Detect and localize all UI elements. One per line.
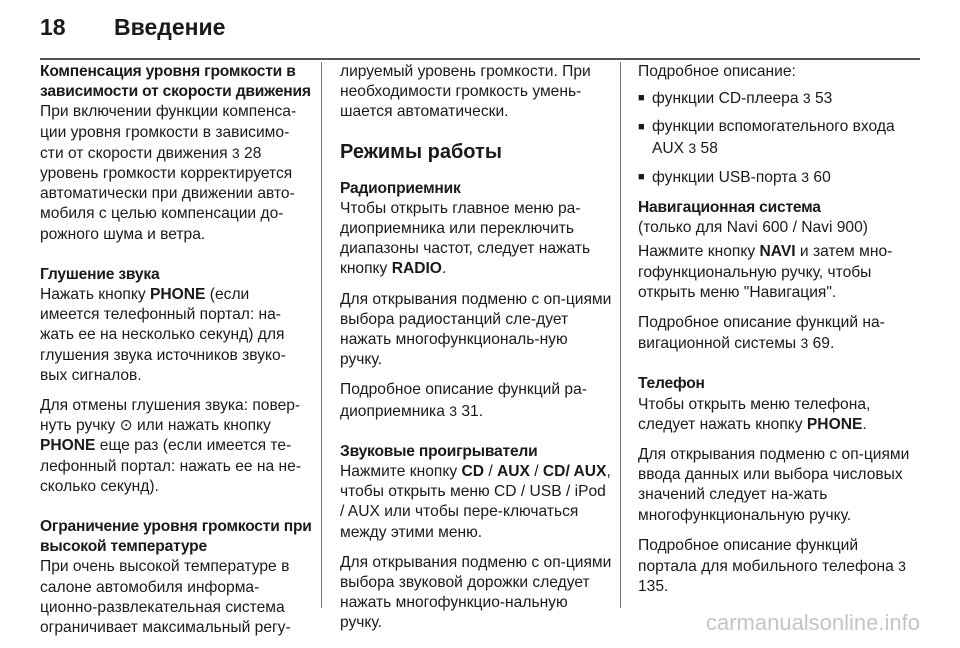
page-ref-arrow-icon: 3 [688,139,697,156]
column-divider [620,62,621,608]
column-divider [321,62,322,608]
page-number: 18 [40,14,66,40]
paragraph: Чтобы открыть главное меню ра-диоприемника или переключить диапазоны частот, следует нажать кнопку RADIO. [340,199,591,278]
power-knob-icon: ⊙ [119,417,133,435]
page-ref-arrow-icon: 3 [800,335,809,352]
button-label-cd: CD [461,463,484,481]
button-label-phone: PHONE [149,286,206,304]
page-ref-arrow-icon: 3 [801,168,810,185]
description-list [638,88,910,188]
paragraph: лируемый уровень громкости. При необходимости громкость умень-шается автоматически. [340,63,591,121]
header-rule [40,58,920,60]
paragraph: Нажмите кнопку CD / AUX / CD/ AUX, чтобы открыть меню CD / USB / iPod / AUX или чтобы пере-ключаться между этими меню. [340,463,611,541]
button-label-phone: PHONE [806,415,863,433]
paragraph: (только для Navi 600 / Navi 900) [638,219,868,237]
button-label-phone: PHONE [40,437,96,455]
paragraph: Подробное описание функций на-вигационной системы 3 69. [638,314,885,353]
column-3 [638,62,910,607]
section-navigation [638,198,910,354]
page-ref-arrow-icon: 3 [449,402,457,419]
section-title: Навигационная система [638,199,821,217]
page-header [40,14,225,41]
section-volume-limit [40,517,312,638]
column-1 [40,62,312,648]
paragraph: Подробное описание функций ра-диоприемника 3 31. [340,381,587,420]
section-title: Компенсация уровня громкости в зависимости от скорости движения [40,63,311,101]
list-item: ■ функции вспомогательного входа AUX 3 58 [638,117,910,158]
button-label-radio: RADIO [391,260,442,278]
button-label-aux: AUX [496,463,530,481]
button-label-cd-aux: CD/ AUX [542,463,607,481]
paragraph: Нажать кнопку PHONE (если имеется телефонный портал: на-жать ее на несколько секунд) для глушения звука источников звуко-вых сигналов. [40,286,286,384]
section-radio [340,179,612,422]
section-audio-players [340,442,612,634]
paragraph: Для отмены глушения звука: повер-нуть ручку ⊙ или нажать кнопку PHONE еще раз (если имеется те-лефонный портал: нажать ее на не-сколько секунд). [40,397,302,495]
paragraph: Подробное описание функций портала для мобильного телефона 3 135. [638,536,906,596]
page-ref-arrow-icon: 3 [231,144,240,161]
paragraph: Для открывания подменю с оп-циями выбора радиостанций сле-дует нажать многофункциональ-ную ручку. [340,290,612,369]
paragraph: Подробное описание: [638,63,796,80]
page-ref-arrow-icon: 3 [898,558,906,575]
section-mute [40,265,312,497]
list-item: ■ функции USB-порта 3 60 [638,167,910,188]
section-title: Звуковые проигрыватели [340,442,538,460]
section-volume-compensation [40,62,312,245]
section-heading: Режимы работы [340,140,502,163]
button-label-navi: NAVI [759,243,796,261]
watermark: carmanualsonline.info [705,610,920,635]
paragraph: Для открывания подменю с оп-циями выбора звуковой дорожки следует нажать многофункцио-нальную ручку. [340,553,612,632]
paragraph: При очень высокой температуре в салоне автомобиля информа-ционно-развлекательная система ограничивает максимальный регу- [40,558,291,637]
paragraph: Для открывания подменю с оп-циями ввода данных или выбора числовых значений следует на-жать многофункциональную ручку. [638,446,910,524]
section-title: Радиоприемник [340,179,461,197]
section-title: Ограничение уровня громкости при высокой температуре [40,518,312,556]
page-title: Введение [114,14,226,40]
column-2 [340,62,612,644]
list-item: ■ функции CD-плеера 3 53 [638,88,910,109]
section-title: Глушение звука [40,265,160,283]
paragraph: Чтобы открыть меню телефона, следует нажать кнопку PHONE. [638,395,871,433]
page-ref-arrow-icon: 3 [802,90,811,107]
section-phone [638,374,910,597]
paragraph: При включении функции компенса-ции уровня громкости в зависимо-сти от скорости движения 3 28 уровень громкости корректируется автоматически при движении авто-мобиля с целью компенсации до-рожного шума и ветра. [40,103,297,243]
section-title: Телефон [638,375,705,393]
paragraph: Нажмите кнопку NAVI и затем мно-гофункциональную ручку, чтобы открыть меню "Навигация". [638,243,893,301]
